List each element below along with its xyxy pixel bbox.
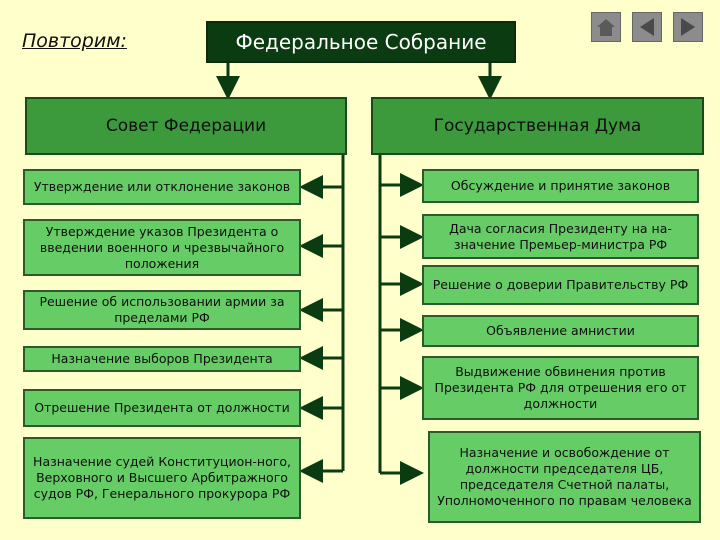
back-button[interactable] xyxy=(632,12,662,42)
left-item-5: Отрешение Президента от должности xyxy=(23,389,301,427)
left-item-1: Утверждение или отклонение законов xyxy=(23,169,301,205)
right-item-4: Объявление амнистии xyxy=(422,315,699,347)
federation-council-header: Совет Федерации xyxy=(25,97,347,155)
right-item-1: Обсуждение и принятие законов xyxy=(422,169,699,203)
right-item-6: Назначение и освобождение от должности председателя ЦБ, председателя Счетной палаты, Уполномоченного по правам человека xyxy=(428,431,701,523)
right-item-5: Выдвижение обвинения против Президента РФ для отрешения его от должности xyxy=(422,356,699,420)
left-item-2: Утверждение указов Президента о введении военного и чрезвычайного положения xyxy=(23,219,301,276)
left-item-3: Решение об использовании армии за пределами РФ xyxy=(23,290,301,330)
repeat-label: Повторим: xyxy=(22,30,127,52)
forward-button[interactable] xyxy=(673,12,703,42)
right-item-3: Решение о доверии Правительству РФ xyxy=(422,265,699,305)
left-item-6: Назначение судей Конституцион-ного, Верховного и Высшего Арбитражного судов РФ, Генерального прокурора РФ xyxy=(23,437,301,519)
federal-assembly-box: Федеральное Собрание xyxy=(206,21,516,63)
home-icon xyxy=(595,16,617,38)
forward-arrow-icon xyxy=(677,16,699,38)
home-button[interactable] xyxy=(591,12,621,42)
back-arrow-icon xyxy=(636,16,658,38)
right-item-2: Дача согласия Президенту на на-значение Премьер-министра РФ xyxy=(422,214,699,259)
left-item-4: Назначение выборов Президента xyxy=(23,346,301,372)
state-duma-header: Государственная Дума xyxy=(371,97,704,155)
